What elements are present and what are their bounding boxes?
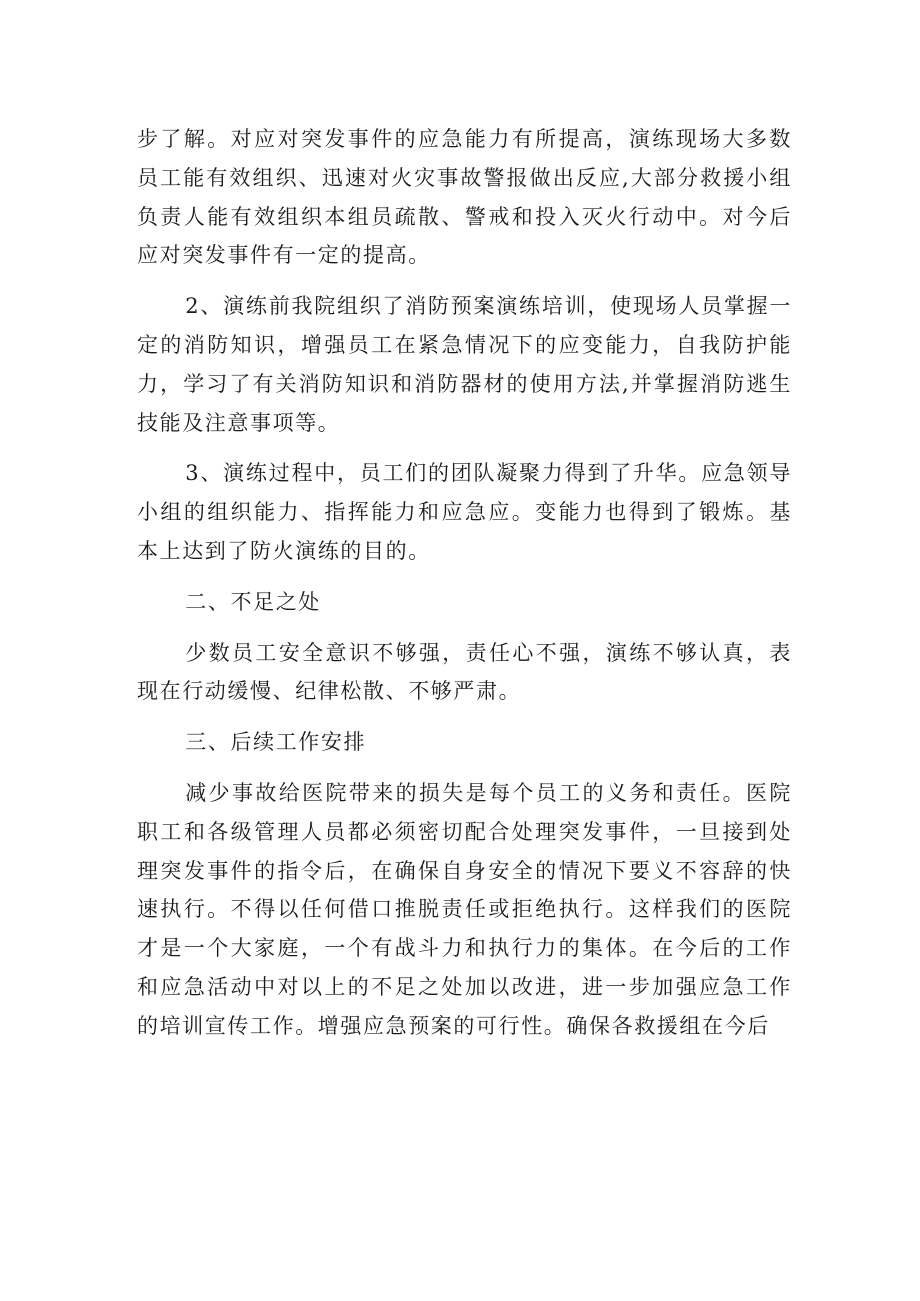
document-body xyxy=(137,120,792,1046)
section-heading-shortcomings: 二、不足之处 xyxy=(185,589,321,614)
paragraph-intro: 步了解。对应对突发事件的应急能力有所提高，演练现场大多数员工能有效组织、迅速对火灾事故警报做出反应,大部分救援小组负责人能有效组织本组员疏散、警戒和投入灭火行动中。对今后应对突发事件有一定的提高。 xyxy=(137,127,792,268)
paragraph-item-2: 2、演练前我院组织了消防预案演练培训，使现场人员掌握一定的消防知识，增强员工在紧急情况下的应变能力，自我防护能力，学习了有关消防知识和消防器材的使用方法,并掌握消防逃生技能及注意事项等。 xyxy=(137,294,792,435)
section-heading-follow-up: 三、后续工作安排 xyxy=(185,730,367,755)
paragraph-follow-up: 减少事故给医院带来的损失是每个员工的义务和责任。医院职工和各级管理人员都必须密切配合处理突发事件，一旦接到处理突发事件的指令后，在确保自身安全的情况下要义不容辞的快速执行。不得以任何借口推脱责任或拒绝执行。这样我们的医院才是一个大家庭，一个有战斗力和执行力的集体。在今后的工作和应急活动中对以上的不足之处加以改进，进一步加强应急工作的培训宣传工作。增强应急预案的可行性。确保各救援组在今后 xyxy=(137,780,792,1038)
paragraph-item-3: 3、演练过程中，员工们的团队凝聚力得到了升华。应急领导小组的组织能力、指挥能力和应急应。变能力也得到了锻炼。基本上达到了防火演练的目的。 xyxy=(137,461,792,563)
paragraph-shortcomings: 少数员工安全意识不够强，责任心不强，演练不够认真，表现在行动缓慢、纪律松散、不够严肃。 xyxy=(137,640,792,704)
